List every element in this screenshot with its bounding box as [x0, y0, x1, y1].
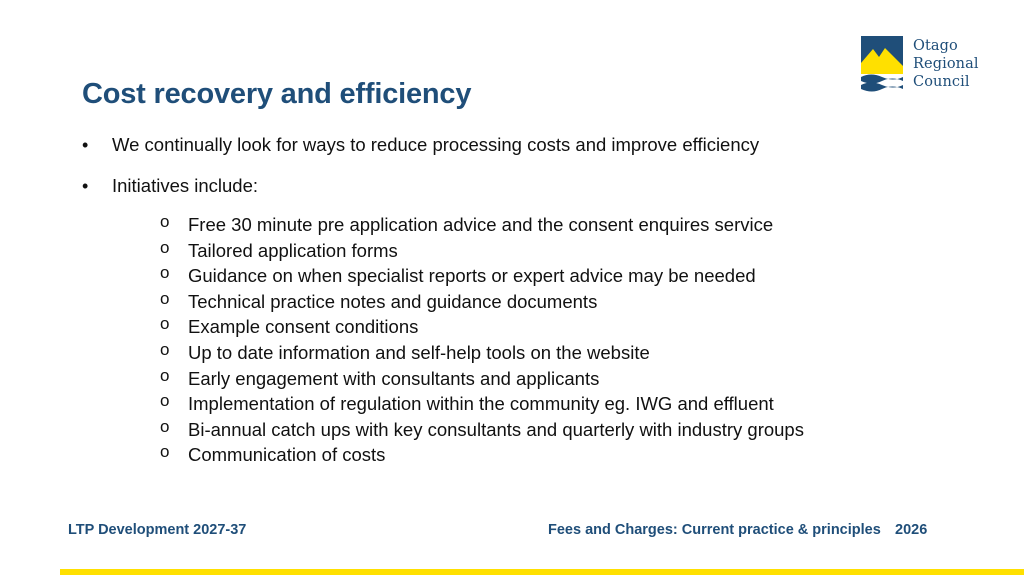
sub-bullet-marker: o	[160, 339, 170, 359]
sub-bullet-marker: o	[160, 442, 170, 462]
initiative-item	[160, 366, 804, 392]
initiative-item	[160, 391, 804, 417]
sub-bullet-marker: o	[160, 263, 170, 283]
bullet-item	[82, 132, 942, 158]
logo-wordmark	[913, 37, 979, 91]
logo-line-council: Council	[913, 74, 970, 90]
initiative-item	[160, 212, 804, 238]
initiative-item	[160, 314, 804, 340]
sub-bullet-marker: o	[160, 391, 170, 411]
bullet-item	[82, 173, 942, 199]
initiative-item	[160, 238, 804, 264]
initiatives-list	[160, 212, 804, 468]
sub-bullet-marker: o	[160, 314, 170, 334]
initiative-text: Free 30 minute pre application advice and the consent enquires service	[188, 214, 774, 235]
bullet-marker: •	[82, 135, 89, 155]
bullet-text: We continually look for ways to reduce processing costs and improve efficiency	[112, 134, 760, 155]
bullet-text: Initiatives include:	[112, 175, 259, 196]
sub-bullet-marker: o	[160, 237, 170, 257]
initiative-text: Tailored application forms	[188, 239, 398, 261]
initiative-text: Bi-annual catch ups with key consultants and quarterly with industry groups	[188, 418, 804, 440]
otago-regional-council-logo	[861, 36, 991, 96]
initiative-item	[160, 263, 804, 289]
initiative-text: Example consent conditions	[188, 316, 419, 338]
mountain-waves-icon	[861, 36, 903, 94]
slide-title: Cost recovery and efficiency	[82, 78, 472, 110]
footer-year: 2026	[895, 522, 928, 538]
initiative-text: Up to date information and self-help tools on the website	[188, 341, 650, 363]
footer-accent-bar	[60, 569, 1024, 575]
footer-topic-label: Fees and Charges: Current practice & principles	[548, 522, 881, 538]
initiative-text: Implementation of regulation within the community eg. IWG and effluent	[188, 393, 774, 415]
initiative-text: Technical practice notes and guidance documents	[188, 290, 598, 312]
sub-bullet-marker: o	[160, 288, 170, 308]
initiative-text: Communication of costs	[188, 444, 386, 466]
sub-bullet-marker: o	[160, 365, 170, 385]
footer-project-label: LTP Development 2027-37	[68, 522, 247, 538]
initiative-item	[160, 442, 804, 468]
initiative-item	[160, 417, 804, 443]
sub-bullet-marker: o	[160, 416, 170, 436]
bullet-list	[82, 132, 942, 199]
initiative-text: Early engagement with consultants and applicants	[188, 367, 600, 389]
initiative-item	[160, 340, 804, 366]
bullet-marker: •	[82, 176, 89, 196]
sub-bullet-marker: o	[160, 212, 170, 231]
logo-line-regional: Regional	[913, 56, 979, 72]
initiative-item	[160, 289, 804, 315]
logo-line-otago: Otago	[913, 38, 958, 54]
initiative-text: Guidance on when specialist reports or expert advice may be needed	[188, 265, 756, 287]
